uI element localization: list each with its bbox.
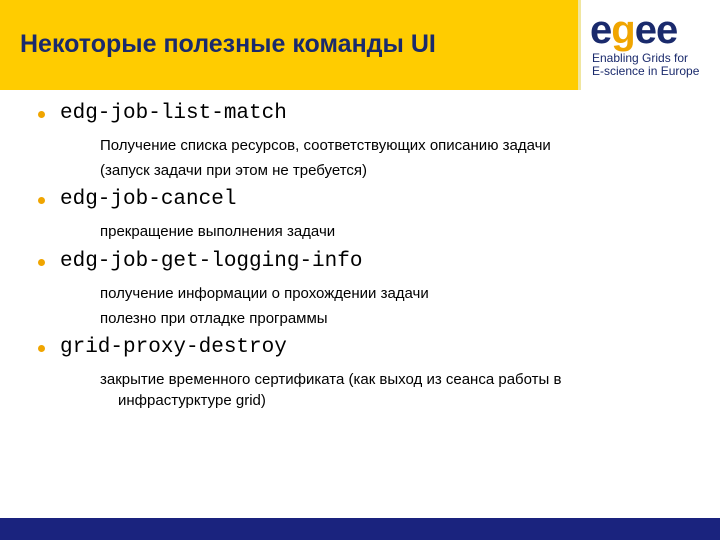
logo-tagline — [592, 52, 699, 78]
command-name: edg-job-list-match — [60, 102, 287, 125]
logo-letter: e — [655, 8, 678, 52]
command-name: edg-job-cancel — [60, 188, 237, 211]
command-description: прекращение выполнения задачи — [100, 223, 336, 240]
logo-wordmark — [590, 10, 677, 50]
command-description: полезно при отладке программы — [100, 310, 328, 327]
bullet-icon — [38, 197, 45, 204]
command-description: (запуск задачи при этом не требуется) — [100, 162, 368, 179]
command-name: edg-job-get-logging-info — [60, 250, 363, 273]
logo-letter: e — [634, 8, 656, 52]
command-description: Получение списка ресурсов, соответствующих описанию задачи — [100, 137, 551, 154]
header-separator — [578, 0, 581, 90]
logo-tagline-line-1: Enabling Grids for — [592, 51, 689, 65]
page-title: Некоторые полезные команды UI — [20, 30, 436, 58]
logo-letter: g — [611, 8, 635, 52]
bullet-icon — [38, 259, 45, 266]
egee-logo — [590, 10, 715, 85]
bullet-icon — [38, 111, 45, 118]
command-description: инфрастурктуре grid) — [118, 392, 266, 409]
command-name: grid-proxy-destroy — [60, 336, 287, 359]
bullet-icon — [38, 345, 45, 352]
command-description: закрытие временного сертификата (как выход из сеанса работы в — [100, 371, 562, 388]
header-band — [0, 0, 578, 90]
footer-bar — [0, 518, 720, 540]
logo-letter: e — [590, 8, 612, 52]
logo-tagline-line-2: E-science in Europe — [592, 64, 700, 78]
command-description: получение информации о прохождении задачи — [100, 285, 429, 302]
